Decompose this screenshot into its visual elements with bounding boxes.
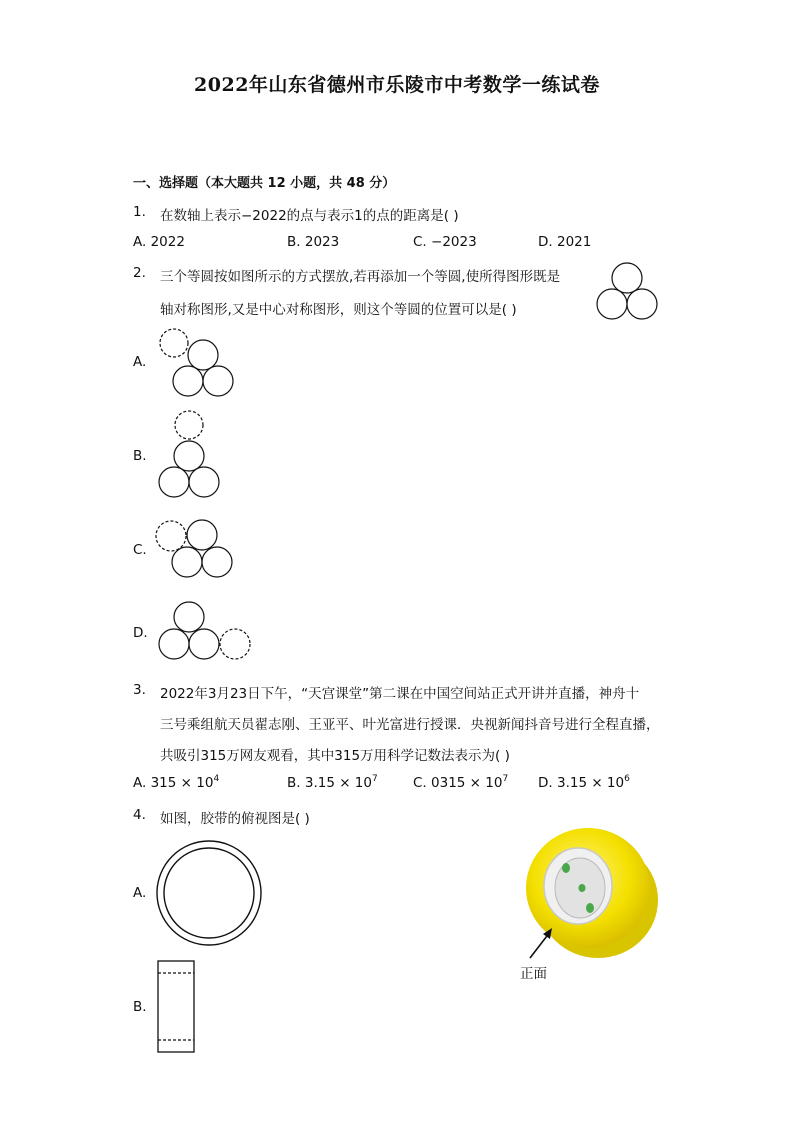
q1-option-b: [287, 234, 339, 250]
circle-bottom-right: [189, 629, 219, 659]
q2-reference-figure: [596, 262, 660, 322]
q3-option-a-label: A.: [133, 775, 147, 791]
q1-option-a: [133, 234, 185, 250]
q2-text-line2: 轴对称图形,又是中心对称图形，则这个等圆的位置可以是( ): [160, 302, 517, 318]
dashed-circle: [160, 329, 188, 357]
q3-option-d-exp: 6: [624, 774, 630, 784]
q3-option-d-label: D.: [538, 775, 553, 791]
dashed-circle: [175, 411, 203, 439]
q3-number: 3.: [133, 682, 146, 698]
ref-circle-left: [597, 289, 627, 319]
q3-option-c-label: C.: [413, 775, 427, 791]
q2-option-c-label: C.: [133, 542, 147, 558]
q3-option-a: [133, 775, 219, 791]
tape-front-label: 正面: [520, 966, 547, 982]
q4-number: 4.: [133, 807, 146, 823]
q3-option-d: [538, 775, 630, 791]
q4-option-a-label: A.: [133, 885, 147, 901]
q3-option-c: [413, 775, 508, 791]
circle-bottom-left: [159, 629, 189, 659]
page-title: 2022年山东省德州市乐陵市中考数学一练试卷: [194, 74, 600, 96]
q1-number: 1.: [133, 204, 146, 220]
q3-text-line2: 三号乘组航天员翟志刚、王亚平、叶光富进行授课．央视新闻抖音号进行全程直播，: [160, 717, 660, 733]
ref-circle-right: [627, 289, 657, 319]
q2-option-c-figure: [154, 519, 238, 581]
q1-option-b-label: B.: [287, 234, 301, 250]
tape-roll-image: [520, 808, 660, 968]
q3-option-d-base: 3.15 × 10: [556, 775, 625, 791]
q3-option-a-exp: 4: [213, 774, 220, 784]
q2-option-b-label: B.: [133, 448, 147, 464]
inner-ring: [164, 848, 254, 938]
circle-bottom-left: [159, 467, 189, 497]
circle-bottom-right: [189, 467, 219, 497]
q3-option-b-label: B.: [287, 775, 301, 791]
q2-option-d-figure: [156, 601, 252, 663]
q1-option-a-value: 2022: [150, 234, 185, 250]
q2-option-a-label: A.: [133, 354, 147, 370]
q1-option-d-label: D.: [538, 234, 553, 250]
q3-text-line3: 共吸引315万网友观看，其中315万用科学记数法表示为( ): [160, 748, 510, 764]
circle-bottom-left: [172, 547, 202, 577]
section-heading: 一、选择题（本大题共 12 小题，共 48 分）: [133, 176, 396, 191]
dashed-circle: [156, 521, 186, 551]
q1-option-c-value: −2023: [431, 234, 477, 250]
circle-bottom-left: [173, 366, 203, 396]
q2-option-b-figure: [156, 410, 226, 502]
circle-top: [174, 441, 204, 471]
q1-option-c-label: C.: [413, 234, 427, 250]
q2-text-line1: 三个等圆按如图所示的方式摆放,若再添加一个等圆,使所得图形既是: [160, 269, 561, 285]
q3-text-line1: 2022年3月23日下午，“天宫课堂”第二课在中国空间站正式开讲并直播，神舟十: [160, 686, 640, 702]
q1-option-a-label: A.: [133, 234, 147, 250]
q1-option-c: [413, 234, 477, 250]
ref-circle-top: [612, 263, 642, 293]
q4-text: 如图，胶带的俯视图是( ): [160, 811, 310, 827]
q3-option-b-exp: 7: [372, 774, 378, 784]
q2-option-a-figure: [158, 327, 238, 399]
q3-option-c-base: 0315 × 10: [431, 775, 503, 791]
circle-bottom-right: [203, 366, 233, 396]
q3-option-a-base: 315 × 10: [150, 775, 214, 791]
q4-option-b-label: B.: [133, 999, 147, 1015]
tape-side-rect: [158, 961, 194, 1052]
q3-option-b-base: 3.15 × 10: [304, 775, 372, 791]
q3-option-b: [287, 775, 378, 791]
outer-ring: [157, 841, 261, 945]
q1-text: 在数轴上表示−2022的点与表示1的点的距离是( ): [160, 208, 459, 224]
dashed-circle: [220, 629, 250, 659]
circle-top: [174, 602, 204, 632]
q4-option-a-figure: [156, 840, 266, 950]
circle-top: [187, 520, 217, 550]
q2-option-d-label: D.: [133, 625, 148, 641]
q1-option-d-value: 2021: [556, 234, 592, 250]
circle-top: [188, 340, 218, 370]
q1-option-b-value: 2023: [304, 234, 340, 250]
circle-bottom-right: [202, 547, 232, 577]
q3-option-c-exp: 7: [502, 774, 509, 784]
q1-option-d: [538, 234, 591, 250]
q4-option-b-figure: [157, 960, 197, 1054]
q2-number: 2.: [133, 265, 146, 281]
